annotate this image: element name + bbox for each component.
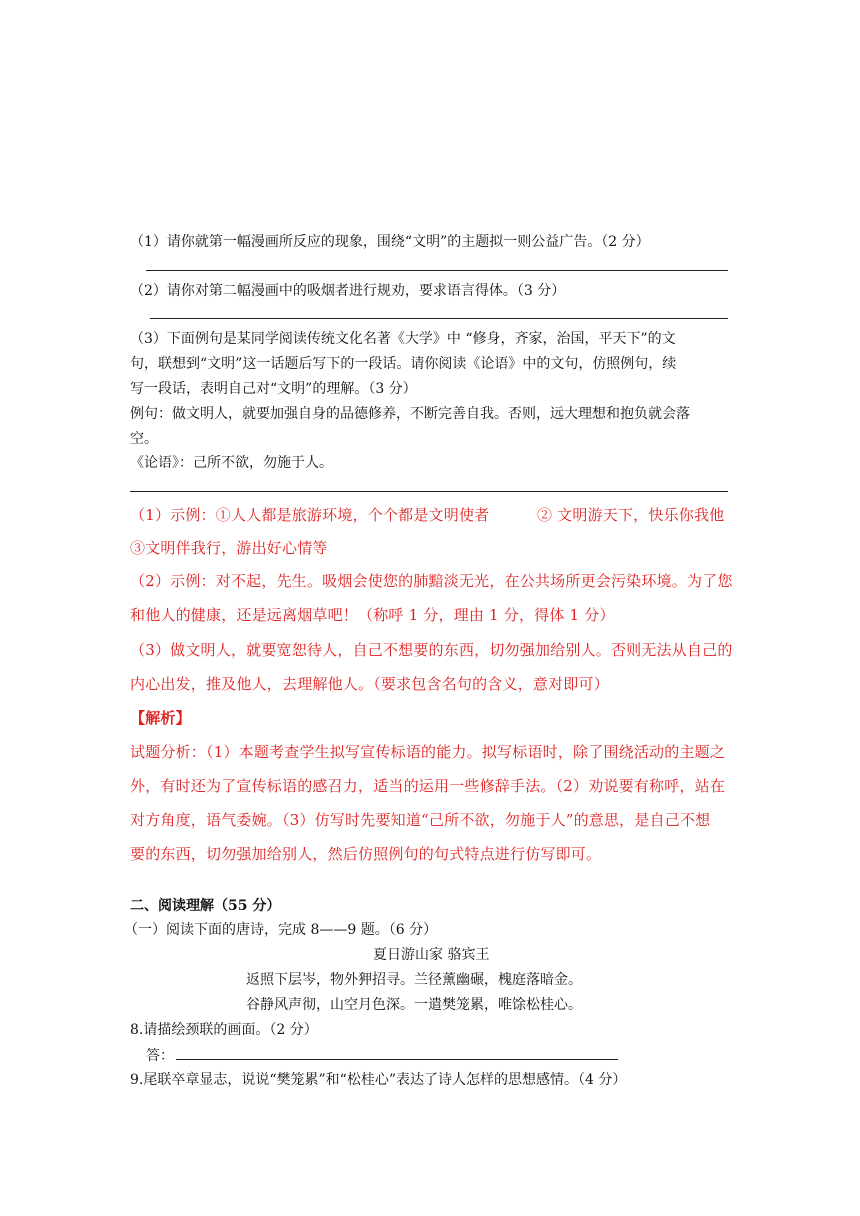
answer-rule-1 <box>146 270 728 271</box>
poem-title: 夏日游山家 骆宾王 <box>373 947 490 963</box>
answer-2-line: 和他人的健康，还是远离烟草吧！（称呼 1 分，理由 1 分，得体 1 分） <box>130 606 615 624</box>
answer-rule-3 <box>130 491 728 492</box>
question-3-line: （3）下面例句是某同学阅读传统文化名著《大学》中 “修身，齐家，治国，平天下”的文 <box>130 331 676 347</box>
question-3-line: 句，联想到“文明”这一话题后写下的一段话。请你阅读《论语》中的文句，仿照例句，续 <box>130 356 677 372</box>
section-heading: 二、阅读理解（55 分） <box>130 898 281 914</box>
analysis-line: 试题分析：（1）本题考查学生拟写宣传标语的能力。拟写标语时，除了围绕活动的主题之 <box>130 743 726 761</box>
answer-rule-2 <box>150 318 728 319</box>
answer-1-line: （1）示例：①人人都是旅游环境，个个都是文明使者 <box>130 506 490 524</box>
subsection-heading: （一）阅读下面的唐诗，完成 8——9 题。（6 分） <box>124 922 438 938</box>
question-9: 9.尾联卒章显志，说说“樊笼累”和“松桂心”表达了诗人怎样的思想感情。（4 分） <box>130 1072 627 1088</box>
question-3-line: 写一段话，表明自己对“文明”的理解。（3 分） <box>130 381 417 397</box>
analysis-heading: 【解析】 <box>130 709 191 727</box>
answer-3-line: （3）做文明人，就要宽恕待人，自己不想要的东西，切勿强加给别人。否则无法从自己的 <box>130 641 733 659</box>
answer-3-line: 内心出发，推及他人，去理解他人。（要求包含名句的含义，意对即可） <box>130 675 609 693</box>
example-sentence-line: 空。 <box>130 431 158 447</box>
answer-blank <box>176 1045 618 1060</box>
analysis-line: 对方角度，语气委婉。（3）仿写时先要知道“己所不欲，勿施于人”的意思，是自己不想 <box>130 811 711 829</box>
lunyu-quote: 《论语》：己所不欲，勿施于人。 <box>130 455 333 471</box>
question-1: （1）请你就第一幅漫画所反应的现象，围绕“文明”的主题拟一则公益广告。（2 分） <box>130 234 650 250</box>
answer-label: 答： <box>146 1048 174 1064</box>
answer-1-line: ③文明伴我行，游出好心情等 <box>130 539 328 557</box>
question-2: （2）请你对第二幅漫画中的吸烟者进行规劝，要求语言得体。（3 分） <box>130 283 566 299</box>
poem-line: 谷静风声彻，山空月色深。一遣樊笼累，唯馀松桂心。 <box>246 997 582 1013</box>
question-8: 8.请描绘颈联的画面。（2 分） <box>130 1022 318 1038</box>
analysis-line: 要的东西，切勿强加给别人，然后仿照例句的句式特点进行仿写即可。 <box>130 845 602 863</box>
answer-1-line: ② 文明游天下，快乐你我他 <box>537 506 725 524</box>
example-sentence-line: 例句：做文明人，就要加强自身的品德修养，不断完善自我。否则，远大理想和抱负就会落 <box>130 406 690 422</box>
poem-line: 返照下层岑，物外狎招寻。兰径薰幽碾，槐庭落暗金。 <box>246 972 582 988</box>
analysis-line: 外，有时还为了宣传标语的感召力，适当的运用一些修辞手法。（2）劝说要有称呼，站在 <box>130 777 726 795</box>
answer-2-line: （2）示例：对不起，先生。吸烟会使您的肺黯淡无光，在公共场所更会污染环境。为了您 <box>130 572 733 590</box>
question-8-answer <box>146 1045 618 1066</box>
